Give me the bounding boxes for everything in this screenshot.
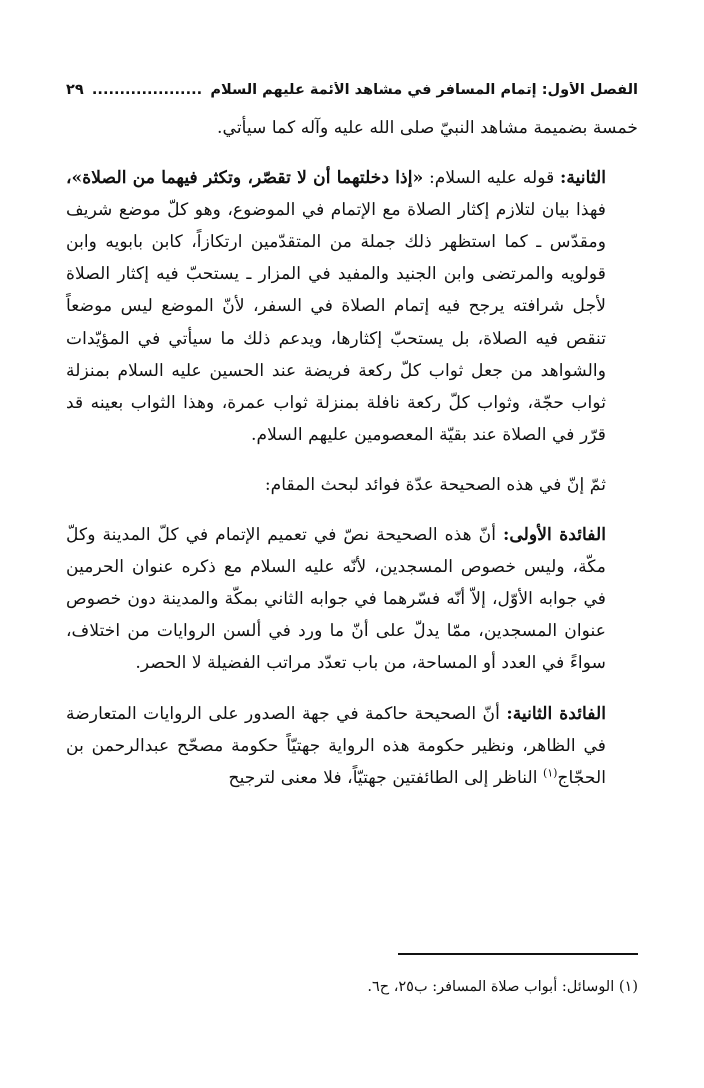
paragraph-gap bbox=[66, 144, 638, 162]
footnote: (١) الوسائل: أبواب صلاة المسافر: ب٢٥، ح٦. bbox=[367, 979, 638, 995]
hadith-quote: «إذا دخلتهما أن لا تقصّر، وتكثر فيهما من الصلاة»، bbox=[66, 168, 424, 189]
paragraph-intro-benefits: ثمّ إنّ في هذه الصحيحة عدّة فوائد لبحث المقام: bbox=[264, 474, 606, 495]
footnote-marker[interactable]: (١) bbox=[542, 765, 558, 779]
benefit-heading: الفائدة الأولى: bbox=[502, 525, 606, 546]
paragraph-gap bbox=[66, 680, 638, 698]
paragraph-body: أنّ الصحيحة حاكمة في جهة الصدور على الروايات المتعارضة في الظاهر، ونظير حكومة هذه الرواية جهتيّاً حكومة مصحّح عبدالرحمن بن الحجّاج bbox=[66, 703, 606, 788]
footnote-separator bbox=[398, 953, 638, 955]
paragraph-body: أنّ هذه الصحيحة نصّ في تعميم الإتمام في كلّ المدينة وكلّ مكّة، وليس خصوص المسجدين، لأنّه عليه السلام مع ذكره عنوان الحرمين في جوابه الأوّل، إلاّ أنّه فسّرهما في جوابه الثاني بمكّة والمدينة دون خصوص عنوان المسجدين، ممّا يدلّ على أنّ ما ورد في ألسن الروايات من اختلاف، سواءً في العدد أو المساحة، من باب تعدّد مراتب الفضيلة لا الحصر. bbox=[66, 525, 606, 674]
paragraph-second-point bbox=[66, 162, 638, 451]
body-text bbox=[66, 112, 638, 794]
paragraph-continuation: خمسة بضميمة مشاهد النبيّ صلى الله عليه وآله كما سيأتي. bbox=[217, 118, 638, 138]
header-leader-dots: .................... bbox=[91, 82, 203, 98]
paragraph-gap bbox=[66, 501, 638, 519]
paragraph-body-cont: الناظر إلى الطائفتين جهتيّاً، فلا معنى لترجيح bbox=[228, 767, 543, 788]
paragraph-body: فهذا بيان لتلازم إكثار الصلاة مع الإتمام في الموضوع، وهو كلّ موضع شريف ومقدّس ـ كما استظهر ذلك جملة من المتقدّمين ارتكازاً، كابن بابويه وابن قولويه والمرتضى وابن الجنيد والمفيد في المزار ـ يستحبّ فيه إكثار الصلاة لأجل شرافته يرجح فيه إتمام الصلاة في السفر، لأنّ الموضع ليس موضعاً تنقص فيه الصلاة، بل يستحبّ إكثارها، ويدعم ذلك ما سيأتي في المؤيّدات والشواهد من جعل ثواب كلّ ركعة فريضة عند الحسين عليه السلام بمنزلة ثواب حجّة، وثواب كلّ ركعة نافلة بمنزلة ثواب عمرة، وهذا الثواب بعينه قد قرّر في الصلاة عند بقيّة المعصومين عليهم السلام. bbox=[66, 200, 606, 445]
paragraph-gap bbox=[66, 451, 638, 469]
paragraph-second-benefit bbox=[66, 698, 638, 794]
chapter-title: الفصل الأول: إتمام المسافر في مشاهد الأئمة عليهم السلام bbox=[210, 82, 638, 98]
quote-intro: قوله عليه السلام: bbox=[423, 168, 561, 189]
benefit-heading: الفائدة الثانية: bbox=[506, 703, 606, 724]
paragraph-first-benefit bbox=[66, 519, 638, 679]
point-heading: الثانية: bbox=[560, 168, 607, 189]
running-header bbox=[66, 82, 638, 112]
page-number: ٢٩ bbox=[66, 82, 84, 98]
document-page bbox=[66, 82, 638, 1028]
